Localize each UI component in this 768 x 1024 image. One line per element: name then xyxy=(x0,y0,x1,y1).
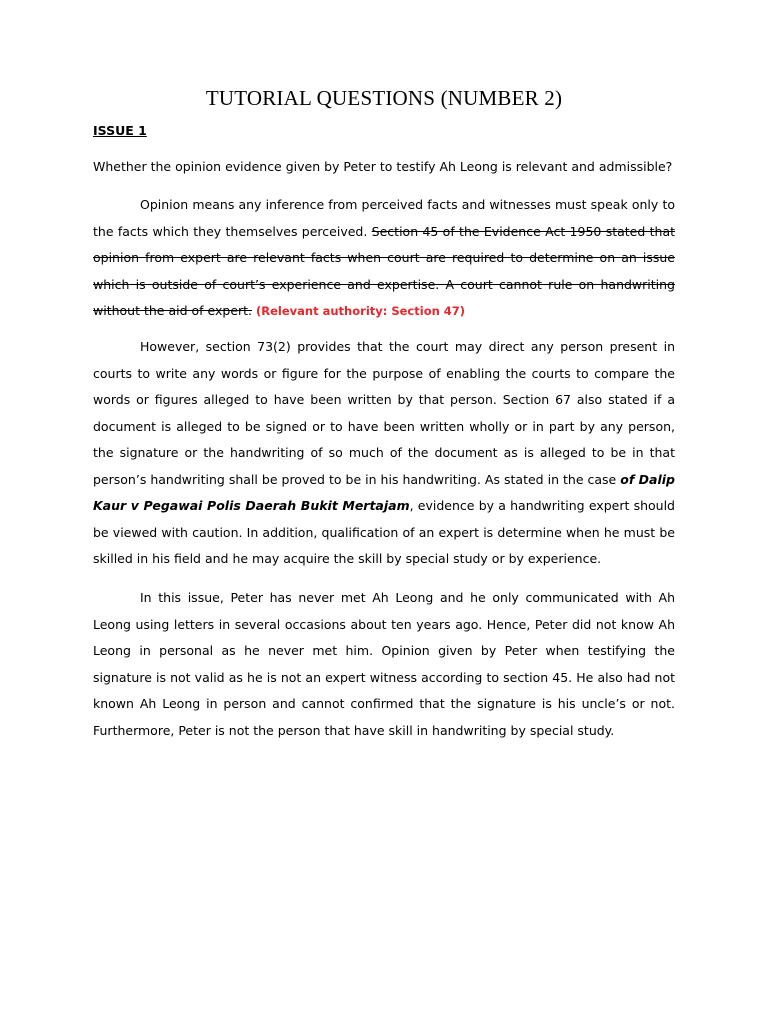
authority-note: (Relevant authority: Section 47) xyxy=(256,304,466,318)
issue-question: Whether the opinion evidence given by Peter to testify Ah Leong is relevant and admissible? xyxy=(93,159,673,174)
paragraph-application: In this issue, Peter has never met Ah Leong and he only communicated with Ah Leong using letters in several occasions about ten years ago. Hence, Peter did not know Ah Leong in personal as he never met him. Opinion given by Peter when testifying the signature is not valid as he is not an expert witness according to section 45. He also had not known Ah Leong in person and cannot confirmed that the signature is his uncle’s or not. Furthermore, Peter is not the person that have skill in handwriting by special study. xyxy=(93,590,675,738)
paragraph-section-73 xyxy=(93,334,675,573)
paragraph-opinion-definition xyxy=(93,192,675,325)
paragraph-text: Opinion means any inference from perceived facts and witnesses must speak only to the facts which they themselves perceived. xyxy=(93,197,675,239)
paragraph-text: However, section 73(2) provides that the court may direct any person present in courts to write any words or figure for the purpose of enabling the courts to compare the words or figures alleged to have been written by that person. Section 67 also stated if a document is alleged to be signed or to have been written wholly or in part by any person, the signature or the handwriting of so much of the document as is alleged to be in that person’s handwriting shall be proved to be in his handwriting. As stated in the case xyxy=(93,339,675,487)
struck-through-text: Section 45 of the Evidence Act 1950 stated that opinion from expert are relevant facts when court are required to determine on an issue which is outside of court’s experience and expertise. A court cannot rule on handwriting without the aid of expert. xyxy=(93,223,676,318)
issue-heading: ISSUE 1 xyxy=(93,123,147,138)
case-citation: of Dalip Kaur v Pegawai Polis Daerah Bukit Mertajam xyxy=(93,471,675,513)
document-title: TUTORIAL QUESTIONS (NUMBER 2) xyxy=(205,86,563,110)
paragraph-text: , evidence by a handwriting expert should be viewed with caution. In addition, qualification of an expert is determine when he must be skilled in his field and he may acquire the skill by special study or by experience. xyxy=(93,498,675,566)
